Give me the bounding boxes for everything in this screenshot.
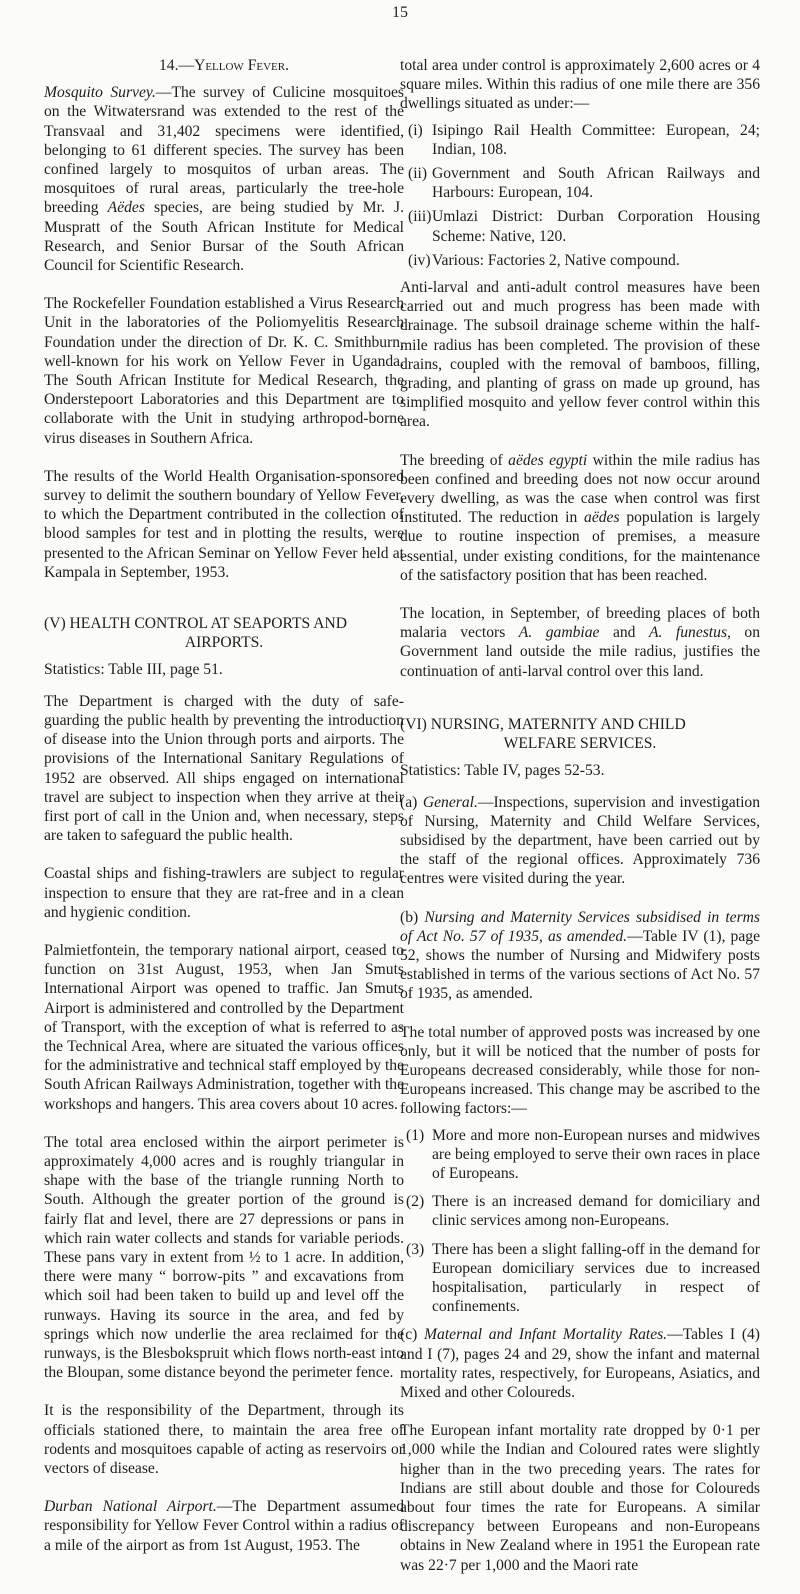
list-item: (iv) Various: Factories 2, Native compound.	[408, 251, 680, 269]
section-vi-heading: (VI) NURSING, MATERNITY AND CHILD WELFARE SERVICES.	[400, 715, 686, 753]
responsibility-paragraph: It is the responsibility of the Department, through its officials stationed there, to maintain the area free of rodents and mosquitoes capable of acting as reservoirs or vectors of disease.	[44, 1402, 404, 1477]
factors-list	[400, 1126, 760, 1317]
right-column	[400, 56, 760, 1594]
section-v-statistics: Statistics: Table III, page 51.	[44, 661, 223, 679]
left-column	[44, 56, 404, 1574]
list-item: (iii) Umlazi District: Durban Corporation Housing Scheme: Native, 120.	[408, 208, 760, 245]
mortality-rates-paragraph: (c) Maternal and Infant Mortality Rates.—Tables I (4) and I (7), pages 24 and 29, show the infant and maternal mortality rates, respectively, for Europeans, Asiatics, and Mixed and other Coloureds.	[400, 1326, 760, 1401]
nursing-services-paragraph: (b) Nursing and Maternity Services subsidised in terms of Act No. 57 of 1935, as amended.—Table IV (1), page 52, shows the number of Nursing and Midwifery posts established in terms of the various sections of Act No. 57 of 1935, as amended.	[400, 908, 760, 1003]
section-v-heading: (V) HEALTH CONTROL AT SEAPORTS AND AIRPORTS.	[44, 615, 348, 652]
list-item: (2) There is an increased demand for domiciliary and clinic services among non-Europeans.	[406, 1193, 760, 1230]
rockefeller-paragraph: The Rockefeller Foundation established a Virus Research Unit in the laboratories of the Poliomyelitis Research Foundation under the direction of Dr. K. C. Smithburn, well-known for his work on Yellow Fever in Uganda. The South African Institute for Medical Research, the Onderstepoort Laboratories and this Department are to collaborate with the Unit in studying arthropod-borne virus diseases in Southern Africa.	[44, 295, 404, 447]
mosquito-survey-lead: Mosquito Survey.	[44, 84, 156, 102]
general-paragraph: (a) General.—Inspections, supervision and investigation of Nursing, Maternity and Child Welfare Services, subsidised by the department, have been carried out by the staff of the regional offices. Approximately 736 centres were visited during the year.	[400, 793, 760, 888]
list-item: (3) There has been a slight falling-off in the demand for European domiciliary services due to increased hospitalisation, particularly in respect of confinements.	[406, 1240, 760, 1316]
aedes-breeding-paragraph: The breeding of aëdes egypti within the mile radius has been confined and breeding does not now occur around every dwelling, as was the case when control was first instituted. The reduction in aëdes population is largely due to routine inspection of premises, a measure essential, under existing conditions, for the maintenance of the satisfactory position that has been reached.	[400, 451, 760, 584]
coastal-ships-paragraph: Coastal ships and fishing-trawlers are subject to regular inspection to ensure that they are rat-free and in a clean and hygienic condition.	[44, 865, 404, 921]
infant-mortality-paragraph: The European infant mortality rate dropped by 0·1 per 1,000 while the Indian and Coloured rates were slightly higher than in the two preceding years. The rates for Indians are still about double and those for Coloureds about four times the rate for Europeans. A similar discrepancy between Europeans and non-Europeans obtains in New Zealand where in 1951 the European rate was 22·7 per 1,000 and the Maori rate	[400, 1422, 760, 1574]
section-14-heading: 14.—Yellow Fever.	[158, 57, 290, 74]
palmietfontein-paragraph: Palmietfontein, the temporary national airport, ceased to function on 31st August, 1953, when Jan Smuts International Airport was opened to traffic. Jan Smuts Airport is administered and controlled by the Department of Transport, with the exception of what is referred to as the Technical Area, where are situated the various offices for the administrative and technical staff employed by the South African Railways Administration, together with the workshops and hangers. This area covers about 10 acres.	[44, 941, 404, 1113]
list-item: (1) More and more non-European nurses and midwives are being employed to serve their own races in place of Europeans.	[406, 1126, 760, 1182]
section-vi-statistics: Statistics: Table IV, pages 52-53.	[400, 762, 605, 780]
safeguarding-paragraph: The Department is charged with the duty of safe-guarding the public health by preventing the introduction of disease into the Union through ports and airports. The provisions of the International Sanitary Regulations of 1952 are observed. All ships engaged on international travel are subject to inspection when they arrive at their first port of call in the Union and, when necessary, steps are taken to safeguard the public health.	[44, 692, 404, 845]
durban-airport-paragraph: Durban National Airport.—The Department assumed responsibility for Yellow Fever Control within a radius of a mile of the airport as from 1st August, 1953. The	[44, 1498, 404, 1554]
page-number: 15	[392, 4, 408, 21]
approved-posts-paragraph: The total number of approved posts was increased by one only, but it will be noticed that the number of posts for Europeans decreased considerably, while those for non-Europeans increased. This change may be ascribed to the following factors:—	[400, 1023, 760, 1118]
durban-airport-lead: Durban National Airport.	[44, 1498, 217, 1516]
dwellings-list	[400, 121, 760, 270]
list-item: (i) Isipingo Rail Health Committee: European, 24; Indian, 108.	[408, 121, 760, 158]
control-area-paragraph: total area under control is approximately 2,600 acres or 4 square miles. Within this radius of one mile there are 356 dwellings situated as under:—	[400, 57, 760, 113]
anti-larval-paragraph: Anti-larval and anti-adult control measures have been carried out and much progress has been made with drainage. The subsoil drainage scheme within the half-mile radius has been completed. The provision of these drains, coupled with the removal of bamboos, filling, grading, and planting of grass on made up ground, has simplified mosquito and yellow fever control within this area.	[400, 279, 760, 431]
who-survey-paragraph: The results of the World Health Organisation-sponsored survey to delimit the southern boundary of Yellow Fever, to which the Department contributed in the collection of blood samples for test and in plotting the results, were presented to the African Seminar on Yellow Fever held at Kampala in September, 1953.	[44, 467, 404, 581]
airport-perimeter-paragraph: The total area enclosed within the airport perimeter is approximately 4,000 acres and is roughly triangular in shape with the base of the triangle running North to South. Although the greater portion of the ground is fairly flat and level, there are 27 depressions or pans in which rain water collects and stands for variable periods. These pans vary in extent from ½ to 1 acre. In addition, there were many “ borrow-pits ” and excavations from which soil had been taken to build up and level off the runways. Having its source in the area, and fed by springs which now underlie the area reclaimed for the runways, is the Blesbokspruit which flows north-east into the Bloupan, some distance beyond the perimeter fence.	[44, 1133, 404, 1382]
malaria-vectors-paragraph: The location, in September, of breeding places of both malaria vectors A. gambiae and A. funestus, on Government land outside the mile radius, justifies the continuation of anti-larval control over this land.	[400, 605, 761, 680]
list-item: (ii) Government and South African Railways and Harbours: European, 104.	[408, 165, 760, 202]
mosquito-survey-paragraph: Mosquito Survey.—The survey of Culicine mosquitoes on the Witwatersrand was extended to the rest of the Transvaal and 31,402 specimens were identified, belonging to 61 different species. The survey has been confined largely to mosquitos of urban areas. The mosquitoes of rural areas, particularly the tree-hole breeding Aëdes species, are being studied by Mr. J. Muspratt of the South African Institute for Medical Research, and Senior Bursar of the South African Council for Scientific Research.	[44, 84, 404, 275]
